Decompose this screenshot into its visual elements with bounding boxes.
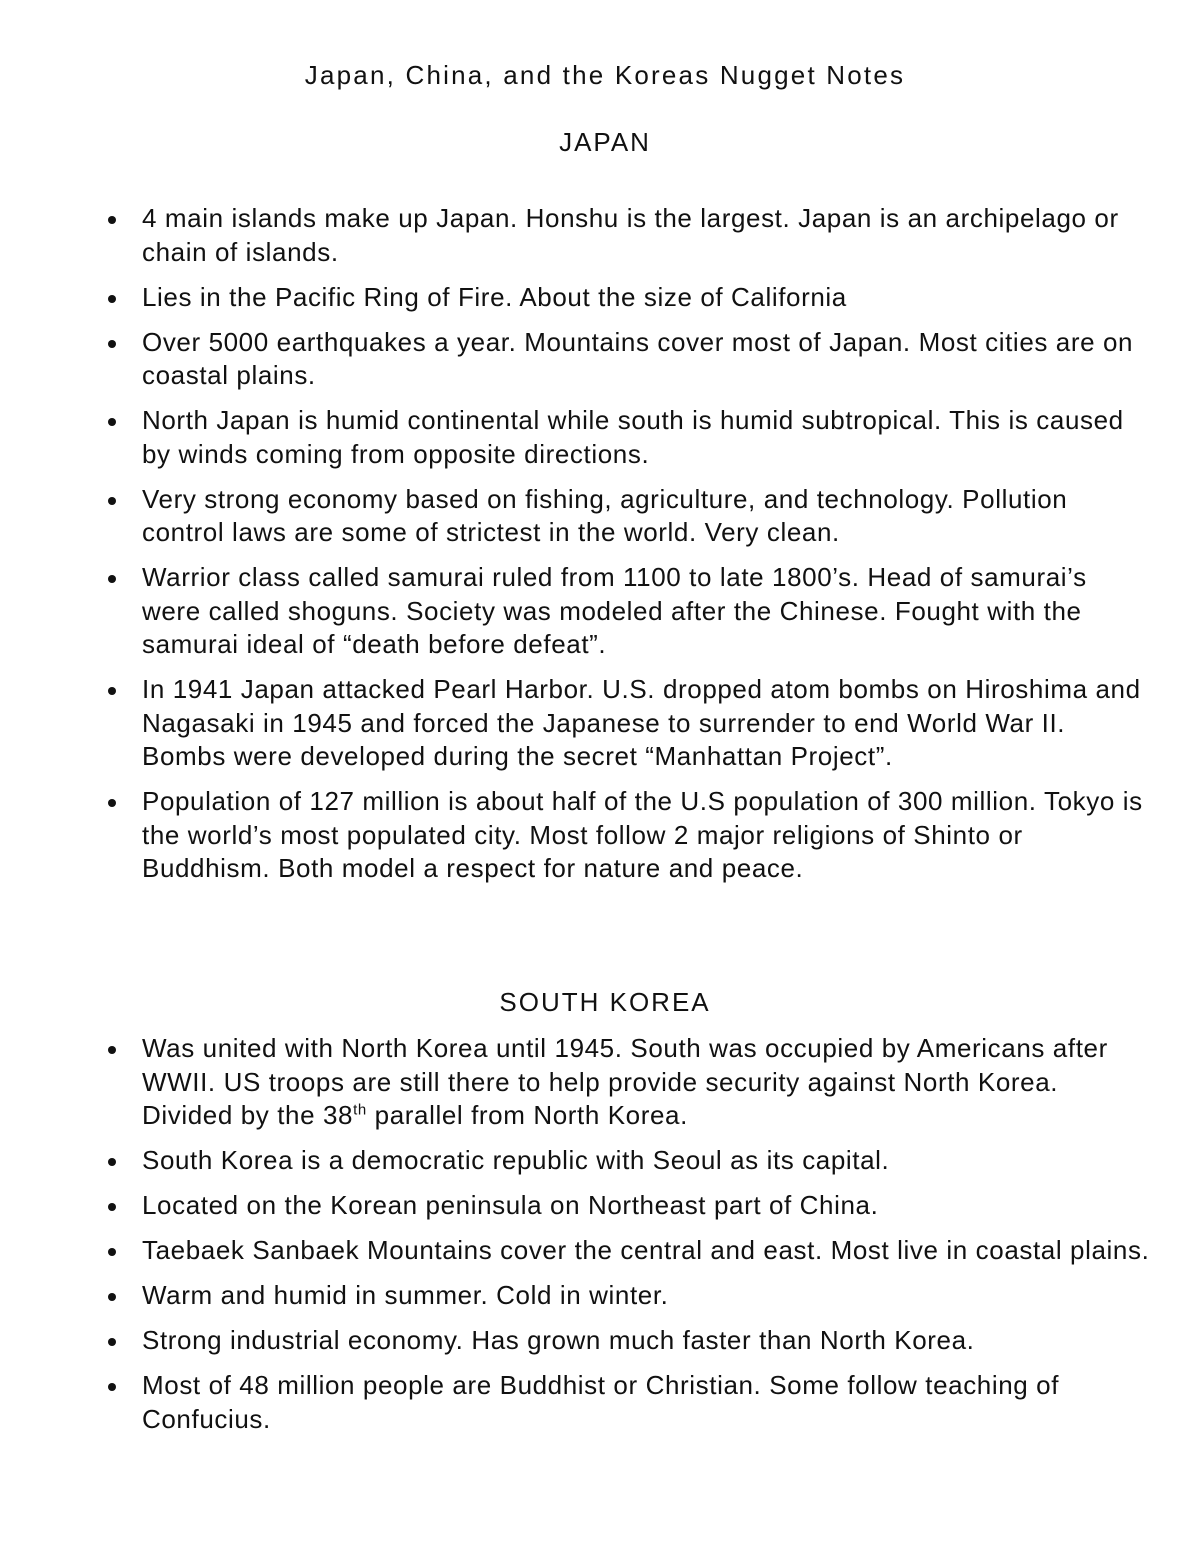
list-item-text: Warm and humid in summer. Cold in winter. — [142, 1280, 669, 1310]
list-item-text: In 1941 Japan attacked Pearl Harbor. U.S. dropped atom bombs on Hiroshima and Nagasaki in 1945 and forced the Japanese to surrender to end World War II. Bombs were developed during the secret “Manhattan Project”. — [142, 674, 1141, 771]
section-heading-japan: JAPAN — [559, 127, 651, 157]
bullet-icon — [108, 295, 116, 303]
list-item-text: Over 5000 earthquakes a year. Mountains cover most of Japan. Most cities are on coastal plains. — [142, 326, 1134, 390]
ordinal-superscript: th — [353, 1101, 367, 1119]
list-item — [0, 1324, 1200, 1358]
list-item-text: 4 main islands make up Japan. Honshu is the largest. Japan is an archipelago or chain of islands. — [142, 203, 1119, 267]
list-item — [0, 1189, 1200, 1223]
bullet-icon — [108, 799, 116, 807]
list-item-text-main: Was united with North Korea until 1945. South was occupied by Americans after WWII. US troops are still there to help provide security against North Korea. Divided by the 38 — [142, 1033, 1108, 1130]
south-korea-bullet-list — [0, 1032, 1200, 1448]
bullet-icon — [108, 1158, 116, 1166]
list-item — [0, 202, 1200, 269]
list-item — [0, 404, 1200, 471]
bullet-icon — [108, 1383, 116, 1391]
list-item — [0, 1234, 1200, 1268]
section-heading-south-korea: SOUTH KOREA — [499, 987, 711, 1017]
bullet-icon — [108, 497, 116, 505]
list-item — [0, 785, 1200, 886]
list-item — [0, 561, 1200, 662]
list-item — [0, 281, 1200, 315]
list-item-text: North Japan is humid continental while south is humid subtropical. This is caused by winds coming from opposite directions. — [142, 405, 1124, 469]
japan-bullet-list — [0, 202, 1200, 897]
list-item-text: Population of 127 million is about half of the U.S population of 300 million. Tokyo is the world’s most populated city. Most follow 2 major religions of Shinto or Buddhism. Both model a respect for nature and peace. — [142, 786, 1143, 883]
bullet-icon — [108, 418, 116, 426]
bullet-icon — [108, 1046, 116, 1054]
list-item-text — [142, 1032, 1150, 1133]
bullet-icon — [108, 1293, 116, 1301]
list-item — [0, 483, 1200, 550]
list-item — [0, 1369, 1200, 1436]
list-item-text: Located on the Korean peninsula on Northeast part of China. — [142, 1190, 879, 1220]
list-item-text: South Korea is a democratic republic with Seoul as its capital. — [142, 1145, 890, 1175]
list-item-text: Taebaek Sanbaek Mountains cover the central and east. Most live in coastal plains. — [142, 1235, 1150, 1265]
bullet-icon — [108, 1203, 116, 1211]
list-item-text: Most of 48 million people are Buddhist or Christian. Some follow teaching of Confucius. — [142, 1370, 1060, 1434]
list-item-text-tail: parallel from North Korea. — [366, 1100, 688, 1130]
bullet-icon — [108, 687, 116, 695]
list-item — [0, 1279, 1200, 1313]
bullet-icon — [108, 1338, 116, 1346]
list-item-text: Warrior class called samurai ruled from 1100 to late 1800’s. Head of samurai’s were called shoguns. Society was modeled after the Chinese. Fought with the samurai ideal of “death before defeat”. — [142, 562, 1087, 659]
document-title: Japan, China, and the Koreas Nugget Notes — [304, 60, 906, 90]
bullet-icon — [108, 340, 116, 348]
list-item — [0, 1144, 1200, 1178]
list-item — [0, 1032, 1200, 1133]
list-item — [0, 326, 1200, 393]
list-item — [0, 673, 1200, 774]
list-item-text: Strong industrial economy. Has grown much faster than North Korea. — [142, 1325, 975, 1355]
list-item-text: Very strong economy based on fishing, agriculture, and technology. Pollution control laws are some of strictest in the world. Very clean. — [142, 483, 1068, 547]
bullet-icon — [108, 216, 116, 224]
bullet-icon — [108, 575, 116, 583]
list-item-text: Lies in the Pacific Ring of Fire. About the size of California — [142, 281, 847, 312]
bullet-icon — [108, 1248, 116, 1256]
